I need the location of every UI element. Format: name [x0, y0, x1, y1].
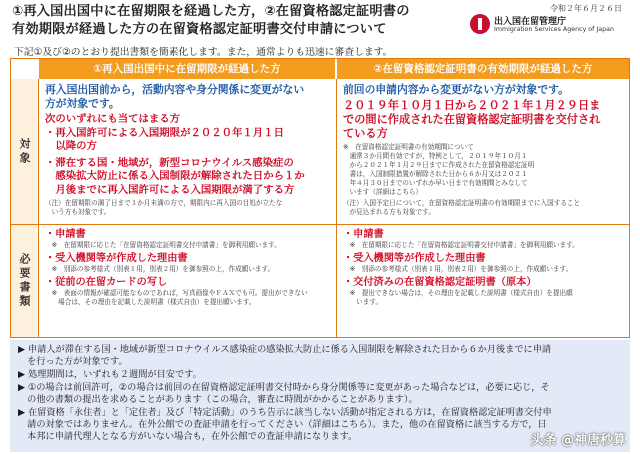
cell-case2-documents: ・申請書 ※ 在留期限に応じた「在留資格認定証明書交付申請書」を御利用願います。 ・受入機関等が作成した理由書 ※ 別添の参考様式（別表１用，別表２用）を御参照の上，作成願います。 ・交付済みの在留資格認定証明書（原本） ※ 提出できない場合は，その理由を記載した説明書（様式自由）を提出願 います。 — [343, 229, 579, 306]
intro-text: 下記①及び②のとおり提出書類を簡素化します。また，通常よりも迅速に審査します。 — [14, 47, 393, 58]
requirements-table — [10, 58, 630, 338]
row-label-documents: 必要書類 — [11, 225, 37, 337]
details-link[interactable]: います（詳細はこちら） — [343, 188, 423, 196]
note-line: ▶ 処理期間は，いずれも２週間が目安です。 — [18, 369, 202, 380]
agency-name-en: Immigration Services Agency of Japan — [494, 26, 614, 33]
document-date: 令和２年６月２６日 — [550, 4, 622, 13]
cell-case2-target: 前回の申請内容から変更がない方が対象です。 ２０１９年１０月１日から２０２１年１月２９日ま での間に作成された在留資格認定証明書を交付され ている方 ※ 在留資格認定証明書の有効期間について 通常３か月間有効ですが，特例として，２０１９年１０月１ から２０２１年１月２９日までに作成された在留資格認定証明 書は，入国制限措置が解除された日から６か月又は２０２１ 年４月３０日までのいずれか早い日まで有効期間とみなして います（詳細はこちら） （注）入国予定日について，在留資格認定証明書の有効期限までに入国すること が見込まれる方も対象です。 — [337, 80, 629, 224]
note-line: の他の書類の提出を求めることがあります（この場合，審査に時間がかかることがあります）。 — [18, 394, 418, 405]
note-line: ▶ 申請人が滞在する国・地域が新型コロナウイルス感染症の感染拡大防止に係る入国制限を解除された日から６か月後までに申請 — [18, 344, 552, 355]
column-header-case1: ①再入国出国中に在留期限が経過した方 — [39, 59, 335, 79]
note-line: 本邦に申請代理人となる方がいない場合も，在外公館での査証申請になります。 — [18, 431, 358, 442]
row-label-target: 対象 — [11, 79, 37, 224]
note-line: を行った方が対象です。 — [18, 356, 128, 367]
watermark: 头条 @神唐秒算 — [530, 433, 626, 448]
note-line: 請の対象ではありません。在外公館での査証申請を行ってください（詳細はこちら）。また，他の在留資格に該当する方で，日 — [18, 419, 547, 430]
agency-emblem-icon — [470, 14, 490, 34]
column-header-case2: ②在留資格認定証明書の有効期限が経過した方 — [337, 59, 629, 79]
note-line: ▶ 在留資格「永住者」と「定住者」及び「特定活動」のうち告示に該当しない活動が指定される方は，在留資格認定証明書交付申 — [18, 407, 552, 418]
agency-name-ja: 出入国在留管理庁 — [494, 17, 567, 27]
note-line: ▶ ①の場合は前回許可，②の場合は前回の在留資格認定証明書交付時から身分関係等に変更があった場合などは，必要に応じ，そ — [18, 382, 550, 393]
cell-case1-target: 再入国出国前から，活動内容や身分関係に変更がない 方が対象です。 次のいずれにも当てはまる方 ・再入国許可による入国期限が２０２０年１月１日 以降の方 ・滞在する国・地域が，新型コロナウイルス感染症の 感染拡大防止に係る入国制限が解除された日から１か 月後までに再入国許可による入国期限が満了する方 （注）在留期限の満了日まで１か月未満の方で，期限内に再入国の目処が立たな いう方も対象です。 — [45, 83, 305, 216]
document-header — [0, 0, 640, 44]
document-title: ①再入国出国中に在留期限を経過した方，②在留資格認定証明書の 有効期限が経過した方の在留資格認定証明書交付申請について — [12, 4, 410, 37]
cell-case1-documents: ・申請書 ※ 在留期限に応じた「在留資格認定証明書交付申請書」を御利用願います。 ・受入機関等が作成した理由書 ※ 別添の参考様式（別表１用，別表２用）を御参照の上，作成願います。 ・従前の在留カードの写し ※ 表面の情報が確認可能なものであれば，写真画像やＦＡＸでも可。提出ができない 場合は，その理由を記載した説明書（様式自由）を提出願います。 — [45, 229, 308, 306]
